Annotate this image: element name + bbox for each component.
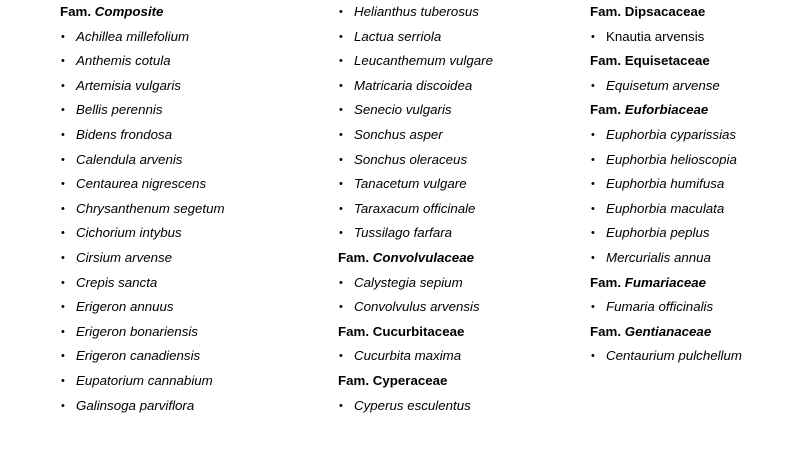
species-name: Mercurialis annua — [606, 249, 711, 265]
bullet-icon: • — [591, 227, 595, 240]
species-list-item — [60, 98, 320, 123]
bullet-icon: • — [591, 251, 595, 264]
bullet-icon: • — [61, 251, 65, 264]
family-name: Euforbiaceae — [624, 102, 709, 118]
species-list-item — [338, 148, 578, 173]
family-prefix: Fam. — [590, 53, 622, 69]
bullet-icon: • — [61, 276, 65, 289]
species-list-item — [590, 148, 795, 173]
species-name: Erigeron canadiensis — [76, 348, 201, 364]
family-prefix: Fam. — [590, 274, 622, 290]
species-list-item — [338, 49, 578, 74]
species-name: Bidens frondosa — [76, 126, 173, 142]
family-heading — [590, 271, 795, 296]
species-list-item — [338, 0, 578, 25]
species-name: Euphorbia humifusa — [606, 176, 725, 192]
species-name: Bellis perennis — [76, 102, 163, 118]
species-list-item — [338, 74, 578, 99]
family-name: Composite — [94, 4, 164, 19]
family-name: Cyperaceae — [372, 372, 448, 388]
bullet-icon: • — [61, 350, 65, 363]
species-list-item — [590, 25, 795, 50]
bullet-icon: • — [591, 350, 595, 363]
species-name: Achillea millefolium — [76, 28, 190, 44]
bullet-icon: • — [339, 79, 343, 92]
bullet-icon: • — [339, 202, 343, 215]
bullet-icon: • — [61, 55, 65, 68]
family-prefix: Fam. — [590, 102, 622, 118]
species-name: Euphorbia peplus — [606, 225, 710, 241]
species-name: Eupatorium cannabium — [76, 372, 213, 388]
species-name: Leucanthemum vulgare — [354, 53, 493, 69]
bullet-icon: • — [339, 30, 343, 43]
species-column-2 — [338, 0, 578, 418]
bullet-icon: • — [591, 30, 595, 43]
species-list-item — [338, 197, 578, 222]
bullet-icon: • — [591, 301, 595, 314]
species-column-3 — [590, 0, 795, 369]
family-name: Gentianaceae — [624, 323, 712, 339]
species-list-item — [590, 197, 795, 222]
species-name: Sonchus asper — [354, 126, 443, 142]
family-heading — [590, 0, 795, 25]
species-list-item — [60, 172, 320, 197]
species-list-item — [338, 344, 578, 369]
bullet-icon: • — [339, 128, 343, 141]
family-name: Dipsacaceae — [624, 4, 706, 19]
bullet-icon: • — [339, 104, 343, 117]
family-prefix: Fam. — [338, 249, 370, 265]
species-list-item — [338, 394, 578, 419]
species-list-item — [590, 246, 795, 271]
species-list-item — [338, 221, 578, 246]
species-name: Equisetum arvense — [606, 77, 720, 93]
species-list-item — [338, 98, 578, 123]
species-name: Erigeron bonariensis — [76, 323, 198, 339]
bullet-icon: • — [61, 227, 65, 240]
species-list-item — [60, 295, 320, 320]
bullet-icon: • — [591, 178, 595, 191]
species-name: Calystegia sepium — [354, 274, 463, 290]
family-heading — [338, 320, 578, 345]
species-name: Centaurium pulchellum — [606, 348, 742, 364]
species-list-item — [60, 320, 320, 345]
family-heading — [338, 369, 578, 394]
bullet-icon: • — [61, 153, 65, 166]
family-heading — [590, 98, 795, 123]
family-name: Fumariaceae — [624, 274, 707, 290]
bullet-icon: • — [591, 79, 595, 92]
family-name: Equisetaceae — [624, 53, 710, 69]
species-name: Knautia arvensis — [606, 28, 705, 44]
species-name: Euphorbia cyparissias — [606, 126, 737, 142]
species-list-item — [60, 123, 320, 148]
species-list-item — [60, 74, 320, 99]
species-name: Tussilago farfara — [354, 225, 453, 241]
species-list-item — [60, 148, 320, 173]
bullet-icon: • — [339, 276, 343, 289]
bullet-icon: • — [61, 301, 65, 314]
species-list-item — [590, 221, 795, 246]
species-name: Galinsoga parviflora — [76, 397, 195, 413]
bullet-icon: • — [339, 153, 343, 166]
species-name: Fumaria officinalis — [606, 299, 714, 315]
species-list-item — [60, 221, 320, 246]
bullet-icon: • — [339, 301, 343, 314]
bullet-icon: • — [339, 350, 343, 363]
species-name: Tanacetum vulgare — [354, 176, 467, 192]
species-name: Centaurea nigrescens — [76, 176, 207, 192]
species-list-item — [338, 25, 578, 50]
bullet-icon: • — [339, 178, 343, 191]
species-name: Lactua serriola — [354, 28, 442, 44]
species-name: Euphorbia helioscopia — [606, 151, 737, 167]
species-list-item — [60, 197, 320, 222]
bullet-icon: • — [591, 202, 595, 215]
species-list-item — [60, 394, 320, 419]
species-list-item — [60, 246, 320, 271]
species-list-item — [60, 369, 320, 394]
species-name: Convolvulus arvensis — [354, 299, 480, 315]
bullet-icon: • — [61, 128, 65, 141]
species-name: Cucurbita maxima — [354, 348, 462, 364]
species-list-item — [590, 74, 795, 99]
species-name: Euphorbia maculata — [606, 200, 725, 216]
species-list-item — [338, 123, 578, 148]
species-name: Chrysanthenum segetum — [76, 200, 225, 216]
bullet-icon: • — [591, 153, 595, 166]
species-name: Sonchus oleraceus — [354, 151, 468, 167]
species-name: Cichorium intybus — [76, 225, 182, 241]
bullet-icon: • — [339, 6, 343, 18]
species-name: Senecio vulgaris — [354, 102, 452, 118]
species-name: Anthemis cotula — [76, 53, 171, 69]
species-name: Taraxacum officinale — [354, 200, 476, 216]
species-list-item — [60, 344, 320, 369]
bullet-icon: • — [339, 227, 343, 240]
species-name: Cyperus esculentus — [354, 397, 471, 413]
species-column-1 — [60, 0, 320, 418]
family-heading — [590, 320, 795, 345]
bullet-icon: • — [61, 202, 65, 215]
species-list-item — [338, 271, 578, 296]
bullet-icon: • — [61, 79, 65, 92]
bullet-icon: • — [61, 178, 65, 191]
species-list-item — [338, 295, 578, 320]
species-list-item — [338, 172, 578, 197]
family-prefix: Fam. — [590, 4, 622, 19]
species-list-item — [590, 295, 795, 320]
family-name: Cucurbitaceae — [372, 323, 465, 339]
bullet-icon: • — [61, 30, 65, 43]
species-list-item — [590, 123, 795, 148]
species-name: Erigeron annuus — [76, 299, 174, 315]
bullet-icon: • — [339, 55, 343, 68]
family-heading — [60, 0, 320, 25]
species-list-item — [60, 49, 320, 74]
species-name: Matricaria discoidea — [354, 77, 473, 93]
species-list-item — [60, 25, 320, 50]
family-prefix: Fam. — [60, 4, 92, 19]
bullet-icon: • — [61, 104, 65, 117]
bullet-icon: • — [61, 325, 65, 338]
family-heading — [590, 49, 795, 74]
family-name: Convolvulaceae — [372, 249, 474, 265]
species-name: Cirsium arvense — [76, 249, 173, 265]
species-name: Artemisia vulgaris — [76, 77, 181, 93]
bullet-icon: • — [339, 399, 343, 412]
bullet-icon: • — [591, 128, 595, 141]
family-prefix: Fam. — [338, 323, 370, 339]
species-name: Crepis sancta — [76, 274, 158, 290]
species-list-item — [590, 344, 795, 369]
family-prefix: Fam. — [590, 323, 622, 339]
species-name: Helianthus tuberosus — [354, 4, 479, 19]
species-name: Calendula arvenis — [76, 151, 183, 167]
species-list-item — [590, 172, 795, 197]
bullet-icon: • — [61, 399, 65, 412]
family-prefix: Fam. — [338, 372, 370, 388]
species-list-item — [60, 271, 320, 296]
family-heading — [338, 246, 578, 271]
bullet-icon: • — [61, 374, 65, 387]
